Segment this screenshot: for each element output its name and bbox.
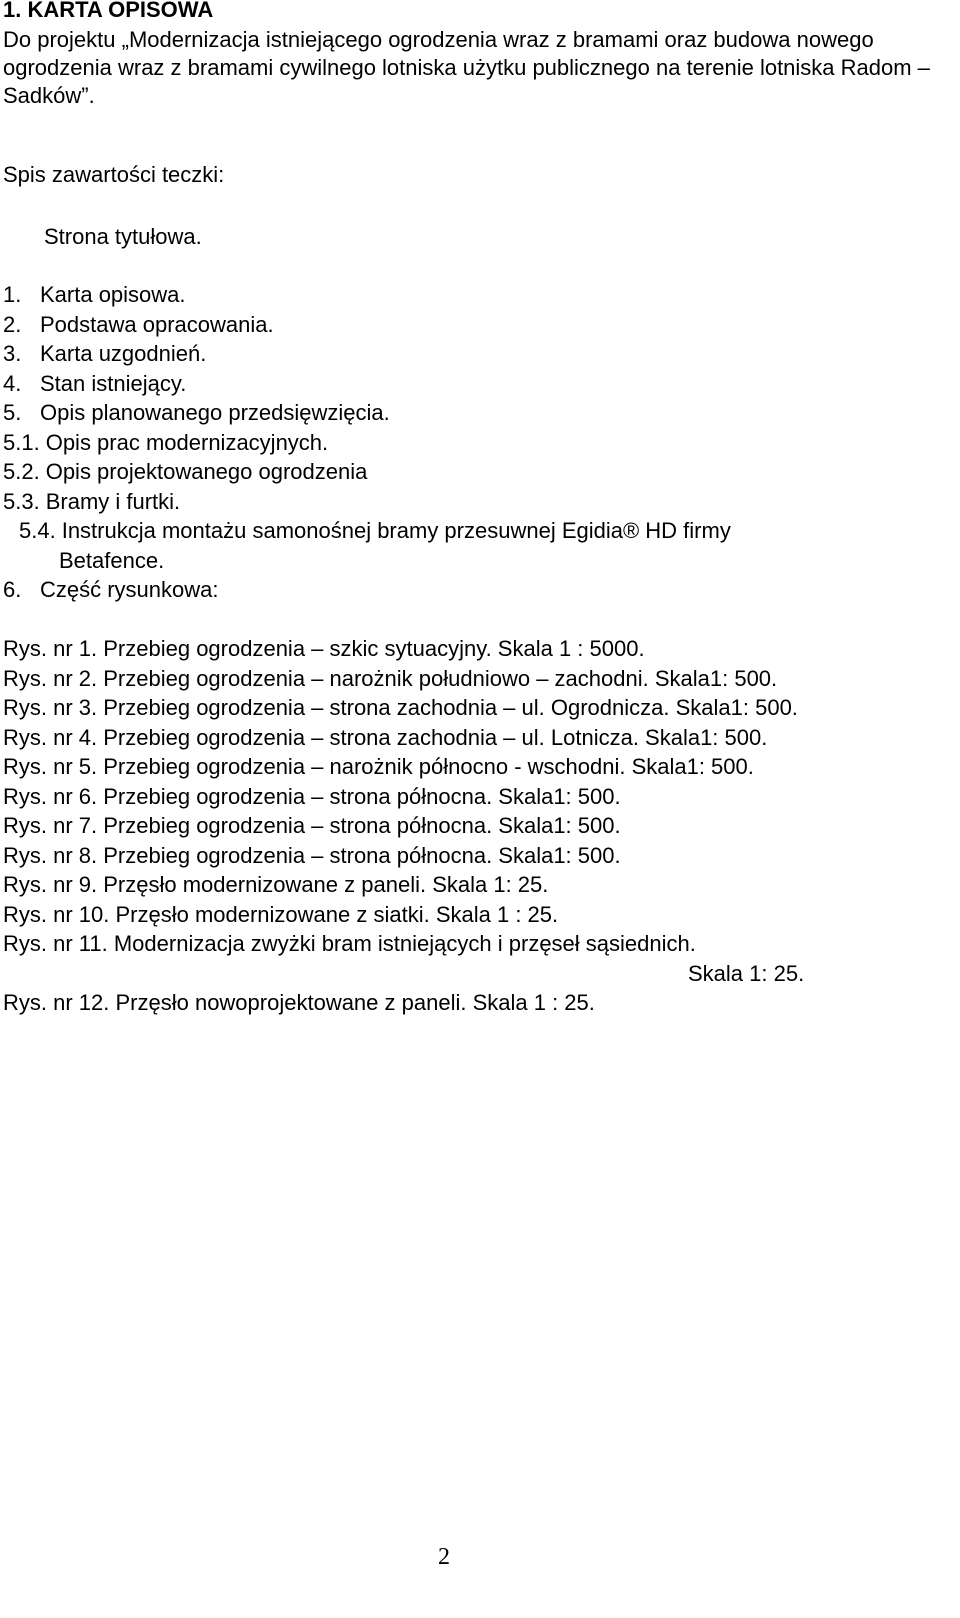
toc-item [3, 339, 953, 369]
toc-item-continuation [3, 546, 953, 576]
section-heading: 1. KARTA OPISOWA [3, 0, 214, 22]
toc-item-text: Opis projektowanego ogrodzenia [45, 459, 368, 484]
toc-item-number: 6. [3, 577, 22, 602]
toc-title: Spis zawartości teczki: [3, 162, 225, 187]
toc-item-number: 3. [3, 341, 22, 366]
toc-item-number: 5.1. [3, 429, 40, 455]
toc-item-number: 5. [3, 400, 22, 425]
toc-item [3, 310, 953, 340]
toc-item-number: 5.3. [3, 488, 40, 514]
toc-item-number: 4. [3, 370, 22, 396]
toc-item-text: Część rysunkowa: [40, 577, 219, 602]
toc-item-text: Opis planowanego przedsięwzięcia. [40, 400, 390, 425]
toc-item-text: Bramy i furtki. [45, 488, 181, 514]
drawings-list [3, 634, 953, 1018]
toc-item-text: Karta opisowa. [40, 282, 186, 307]
toc-item [3, 428, 953, 458]
drawing-item: Rys. nr 6. Przebieg ogrodzenia – strona północna. Skala1: 500. [3, 783, 621, 809]
toc-item-text: Betafence. [59, 547, 165, 573]
drawing-item: Rys. nr 8. Przebieg ogrodzenia – strona północna. Skala1: 500. [3, 842, 621, 868]
toc-item [3, 575, 953, 605]
page-number: 2 [438, 1544, 450, 1570]
toc-item-text: Stan istniejący. [40, 370, 187, 396]
intro-paragraph: Do projektu „Modernizacja istniejącego ogrodzenia wraz z bramami oraz budowa nowego ogrodzenia wraz z bramami cywilnego lotniska użytku publicznego na terenie lotniska Radom – Sadków”. [3, 27, 930, 108]
toc-item [3, 280, 953, 310]
toc-item-number: 1. [3, 282, 22, 307]
drawing-item: Rys. nr 4. Przebieg ogrodzenia – strona zachodnia – ul. Lotnicza. Skala1: 500. [3, 724, 768, 750]
drawing-item: Rys. nr 12. Przęsło nowoprojektowane z paneli. Skala 1 : 25. [3, 990, 595, 1015]
toc-item [3, 398, 953, 428]
drawing-item: Rys. nr 5. Przebieg ogrodzenia – narożnik północno - wschodni. Skala1: 500. [3, 754, 754, 779]
drawing-item-scale-continuation: Skala 1: 25. [688, 960, 805, 986]
toc-item-number: 5.2. [3, 459, 40, 484]
drawing-item: Rys. nr 10. Przęsło modernizowane z siatki. Skala 1 : 25. [3, 901, 559, 927]
drawing-item: Rys. nr 1. Przebieg ogrodzenia – szkic sytuacyjny. Skala 1 : 5000. [3, 636, 645, 661]
toc-item-text: Instrukcja montażu samonośnej bramy przesuwnej Egidia® HD firmy [61, 518, 731, 543]
toc-item-number: 5.4. [19, 518, 56, 543]
toc-item-text: Opis prac modernizacyjnych. [45, 429, 329, 455]
toc-item-text: Karta uzgodnień. [40, 341, 207, 366]
toc-item-text: Podstawa opracowania. [40, 311, 274, 337]
toc-item-number: 2. [3, 311, 22, 337]
toc-title-page-entry: Strona tytułowa. [44, 224, 202, 249]
drawing-item: Rys. nr 11. Modernizacja zwyżki bram istniejących i przęseł sąsiednich. [3, 931, 696, 956]
toc-item [3, 369, 953, 399]
toc-item [3, 457, 953, 487]
toc-item [3, 516, 953, 546]
drawing-item: Rys. nr 3. Przebieg ogrodzenia – strona zachodnia – ul. Ogrodnicza. Skala1: 500. [3, 695, 798, 720]
drawing-item: Rys. nr 2. Przebieg ogrodzenia – narożnik południowo – zachodni. Skala1: 500. [3, 665, 778, 691]
drawing-item: Rys. nr 9. Przęsło modernizowane z paneli. Skala 1: 25. [3, 872, 549, 897]
toc-list [3, 280, 953, 605]
toc-item [3, 487, 953, 517]
drawing-item: Rys. nr 7. Przebieg ogrodzenia – strona północna. Skala1: 500. [3, 813, 621, 838]
